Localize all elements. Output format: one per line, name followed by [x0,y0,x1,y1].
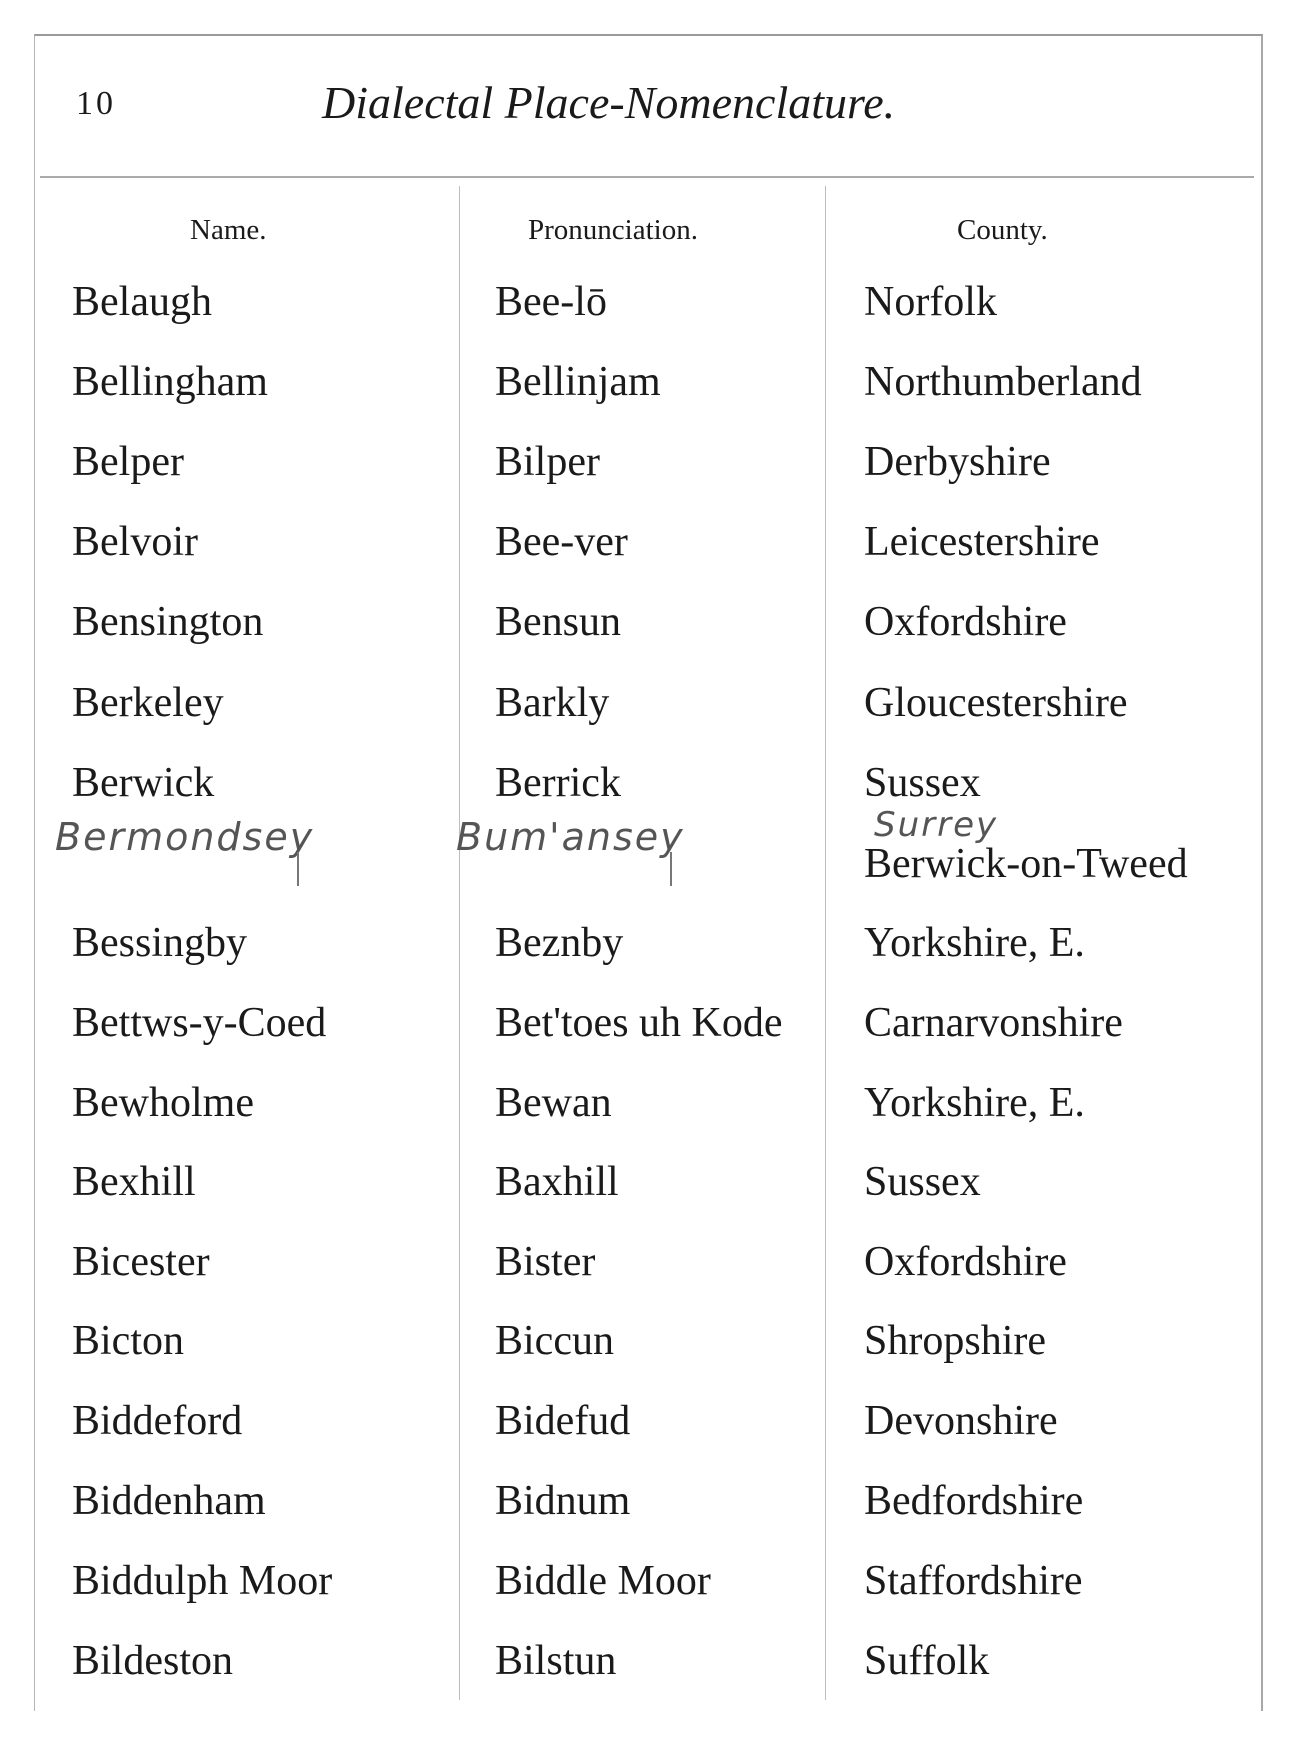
row-9-name: Bessingby [72,920,248,966]
row-14-name: Bicton [72,1318,184,1364]
column-divider-2 [825,186,826,1700]
row-4-name: Belvoir [72,519,198,565]
row-6-name: Berkeley [72,680,224,726]
row-12-name: Bexhill [72,1159,196,1205]
column-divider-1 [459,186,460,1700]
row-10-pronunciation: Bet'toes uh Kode [495,1000,783,1046]
row-17-county: Staffordshire [864,1558,1083,1604]
row-7-county: Sussex [864,760,981,806]
row-14-county: Shropshire [864,1318,1046,1364]
row-14-pronunciation: Biccun [495,1318,614,1364]
row-11-name: Bewholme [72,1080,254,1126]
row-1-pronunciation: Bee-lō [495,279,607,325]
row-16-county: Bedfordshire [864,1478,1084,1524]
header-rule [40,176,1254,178]
row-15-county: Devonshire [864,1398,1058,1444]
row-16-name: Biddenham [72,1478,266,1524]
row-8-county: Berwick-on-Tweed [864,841,1188,887]
handwritten-pronunciation-tick [670,852,672,886]
row-6-county: Gloucestershire [864,680,1128,726]
row-11-county: Yorkshire, E. [864,1080,1085,1126]
row-10-county: Carnarvonshire [864,1000,1123,1046]
row-10-name: Bettws-y-Coed [72,1000,327,1046]
column-header-name: Name. [190,214,267,246]
row-7-name: Berwick [72,760,215,806]
row-3-pronunciation: Bilper [495,439,600,485]
row-15-pronunciation: Bidefud [495,1398,631,1444]
row-11-pronunciation: Bewan [495,1080,612,1126]
row-18-pronunciation: Bilstun [495,1638,617,1684]
row-17-pronunciation: Biddle Moor [495,1558,711,1604]
handwritten-county-annotation: Surrey [874,805,999,845]
row-13-pronunciation: Bister [495,1239,596,1285]
row-2-pronunciation: Bellinjam [495,359,661,405]
row-17-name: Biddulph Moor [72,1558,333,1604]
row-4-pronunciation: Bee-ver [495,519,628,565]
row-6-pronunciation: Barkly [495,680,610,726]
row-16-pronunciation: Bidnum [495,1478,631,1524]
row-2-county: Northumberland [864,359,1142,405]
handwritten-name-annotation: Bermondsey [55,815,315,859]
row-5-name: Bensington [72,599,264,645]
row-1-name: Belaugh [72,279,212,325]
row-12-pronunciation: Baxhill [495,1159,619,1205]
row-3-name: Belper [72,439,184,485]
handwritten-pronunciation-annotation: Bum'ansey [456,815,685,859]
handwritten-name-tick [297,852,299,886]
row-18-name: Bildeston [72,1638,234,1684]
row-3-county: Derbyshire [864,439,1051,485]
row-18-county: Suffolk [864,1638,990,1684]
row-13-name: Bicester [72,1239,210,1285]
row-12-county: Sussex [864,1159,981,1205]
column-header-county: County. [957,214,1048,246]
row-2-name: Bellingham [72,359,268,405]
row-5-pronunciation: Bensun [495,599,621,645]
row-1-county: Norfolk [864,279,997,325]
row-9-pronunciation: Beznby [495,920,624,966]
page-number: 10 [76,85,116,122]
row-4-county: Leicestershire [864,519,1100,565]
row-9-county: Yorkshire, E. [864,920,1085,966]
column-header-pronunciation: Pronunciation. [528,214,698,246]
row-15-name: Biddeford [72,1398,243,1444]
row-5-county: Oxfordshire [864,599,1067,645]
running-title: Dialectal Place-Nomenclature. [322,77,896,128]
row-7-pronunciation: Berrick [495,760,621,806]
row-13-county: Oxfordshire [864,1239,1067,1285]
